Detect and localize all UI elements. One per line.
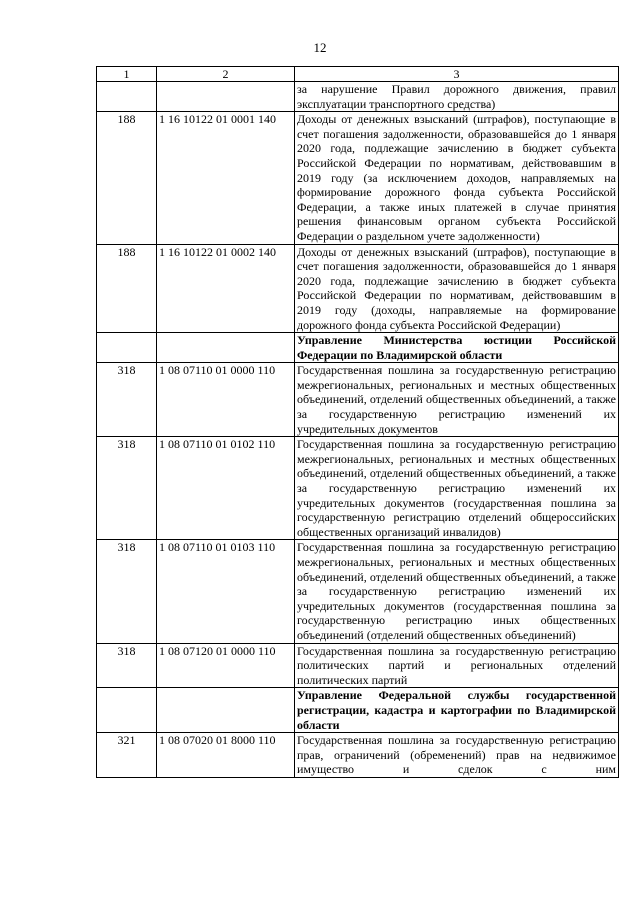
admin-code: 188 bbox=[97, 244, 157, 333]
table-row bbox=[97, 244, 619, 333]
row-description: Государственная пошлина за государственную регистрацию межрегиональных, региональных и местных общественных объединений, отделений общественных объединений, а также за государственную регистрацию изменений их учредительных документов (государственная пошлина за государственную регистрацию отделений общероссийских общественных организаций инвалидов) bbox=[295, 437, 619, 540]
table-row bbox=[97, 437, 619, 540]
table-header-row bbox=[97, 67, 619, 82]
row-description: Государственная пошлина за государственную регистрацию политических партий и региональных отделений политических партий bbox=[295, 643, 619, 688]
page-number: 12 bbox=[313, 40, 327, 55]
admin-code: 188 bbox=[97, 112, 157, 244]
row-description: Доходы от денежных взысканий (штрафов), поступающие в счет погашения задолженности, образовавшейся до 1 января 2020 года, подлежащие зачислению в бюджет субъекта Российской Федерации по нормативам, действовавшим в 2019 году (доходы, направляемые на формирование дорожного фонда субъекта Российской Федерации) bbox=[295, 244, 619, 333]
budget-code: 1 08 07110 01 0103 110 bbox=[157, 540, 295, 643]
budget-code: 1 16 10122 01 0001 140 bbox=[157, 112, 295, 244]
table-row bbox=[97, 112, 619, 244]
table-row bbox=[97, 363, 619, 437]
admin-code: 318 bbox=[97, 643, 157, 688]
section-row bbox=[97, 688, 619, 733]
budget-code: 1 08 07110 01 0102 110 bbox=[157, 437, 295, 540]
admin-code: 318 bbox=[97, 437, 157, 540]
budget-code: 1 08 07020 01 8000 110 bbox=[157, 733, 295, 778]
row-description: Государственная пошлина за государственную регистрацию межрегиональных, региональных и местных общественных объединений, отделений общественных объединений, а также за государственную регистрацию изменений их учредительных документов (государственная пошлина за государственную регистрацию иных общественных объединений (отделений общественных объединений) bbox=[295, 540, 619, 643]
table-row bbox=[97, 733, 619, 778]
budget-code: 1 08 07110 01 0000 110 bbox=[157, 363, 295, 437]
table-row bbox=[97, 540, 619, 643]
section-title: Управление Федеральной службы государственной регистрации, кадастра и картографии по Владимирской области bbox=[295, 688, 619, 733]
admin-code: 318 bbox=[97, 540, 157, 643]
section-title: Управление Министерства юстиции Российской Федерации по Владимирской области bbox=[295, 333, 619, 363]
header-col-2: 2 bbox=[157, 67, 295, 82]
row-description: Доходы от денежных взысканий (штрафов), поступающие в счет погашения задолженности, образовавшейся до 1 января 2020 года, подлежащие зачислению в бюджет субъекта Российской Федерации по нормативам, действовавшим в 2019 году (за исключением доходов, направляемых на формирование дорожного фонда субъекта Российской Федерации, а также иных платежей в случае принятия решения финансовым органом субъекта Российской Федерации о раздельном учете задолженности) bbox=[295, 112, 619, 244]
section-row bbox=[97, 333, 619, 363]
admin-code: 318 bbox=[97, 363, 157, 437]
row-description: Государственная пошлина за государственную регистрацию прав, ограничений (обременений) прав на недвижимое имущество и сделок с ним bbox=[295, 733, 619, 778]
continuation-text: за нарушение Правил дорожного движения, правил эксплуатации транспортного средства) bbox=[295, 82, 619, 112]
table-row-continuation bbox=[97, 82, 619, 112]
table-row bbox=[97, 643, 619, 688]
header-col-3: 3 bbox=[295, 67, 619, 82]
row-description: Государственная пошлина за государственную регистрацию межрегиональных, региональных и местных общественных объединений, отделений общественных объединений, а также за государственную регистрацию изменений их учредительных документов bbox=[295, 363, 619, 437]
budget-code: 1 08 07120 01 0000 110 bbox=[157, 643, 295, 688]
revenue-codes-table bbox=[96, 66, 619, 778]
budget-code: 1 16 10122 01 0002 140 bbox=[157, 244, 295, 333]
header-col-1: 1 bbox=[97, 67, 157, 82]
admin-code: 321 bbox=[97, 733, 157, 778]
